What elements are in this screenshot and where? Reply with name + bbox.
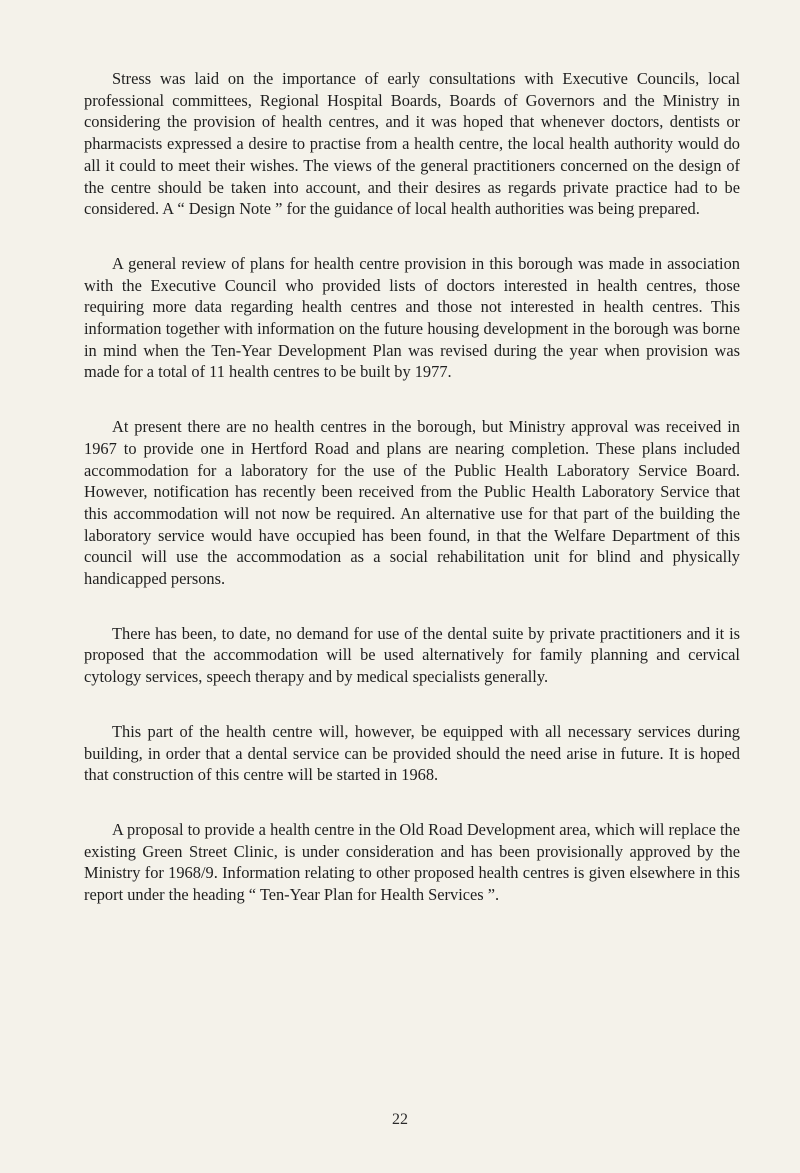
- paragraph-general-review: A general review of plans for health centre provision in this borough was made in association with the Executive Council who provided lists of doctors interested in health centres, those requiring more data regarding health centres and those not interested in health centres. This information together with information on the future housing development in the borough was borne in mind when the Ten-Year Development Plan was revised during the year when provision was made for a total of 11 health centres to be built by 1977.: [84, 253, 740, 382]
- paragraph-consultations: Stress was laid on the importance of early consultations with Executive Councils, local professional committees, Regional Hospital Boards, Boards of Governors and the Ministry in considering the provision of health centres, and it was hoped that whenever doctors, dentists or pharmacists expressed a desire to practise from a health centre, the local health authority would do all it could to meet their wishes. The views of the general practitioners concerned on the design of the centre should be taken into account, and their desires as regards private practice had to be considered. A “ Design Note ” for the guidance of local health authorities was being prepared.: [84, 69, 740, 219]
- page-number: 22: [392, 1111, 408, 1128]
- paragraph-hertford-road: At present there are no health centres in the borough, but Ministry approval was received in 1967 to provide one in Hertford Road and plans are nearing completion. These plans included accommodation for a laboratory for the use of the Public Health Laboratory Service Board. However, notification has recently been received from the Public Health Laboratory Service that this accommodation will not now be required. An alternative use for that part of the building the laboratory service would have occupied has been found, in that the Welfare Department of this council will use the accommodation as a social rehabilitation unit for blind and physically handicapped persons.: [84, 417, 740, 589]
- paragraph-old-road: A proposal to provide a health centre in the Old Road Development area, which will replace the existing Green Street Clinic, is under consideration and has been provisionally approved by the Ministry for 1968/9. Information relating to other proposed health centres is given elsewhere in this report under the heading “ Ten-Year Plan for Health Services ”.: [84, 819, 740, 905]
- document-body: [84, 68, 740, 939]
- paragraph-dental-suite: There has been, to date, no demand for use of the dental suite by private practitioners and it is proposed that the accommodation will be used alternatively for family planning and cervical cytology services, speech therapy and by medical specialists generally.: [84, 623, 740, 687]
- paragraph-dental-service: This part of the health centre will, however, be equipped with all necessary services during building, in order that a dental service can be provided should the need arise in future. It is hoped that construction of this centre will be started in 1968.: [84, 721, 740, 785]
